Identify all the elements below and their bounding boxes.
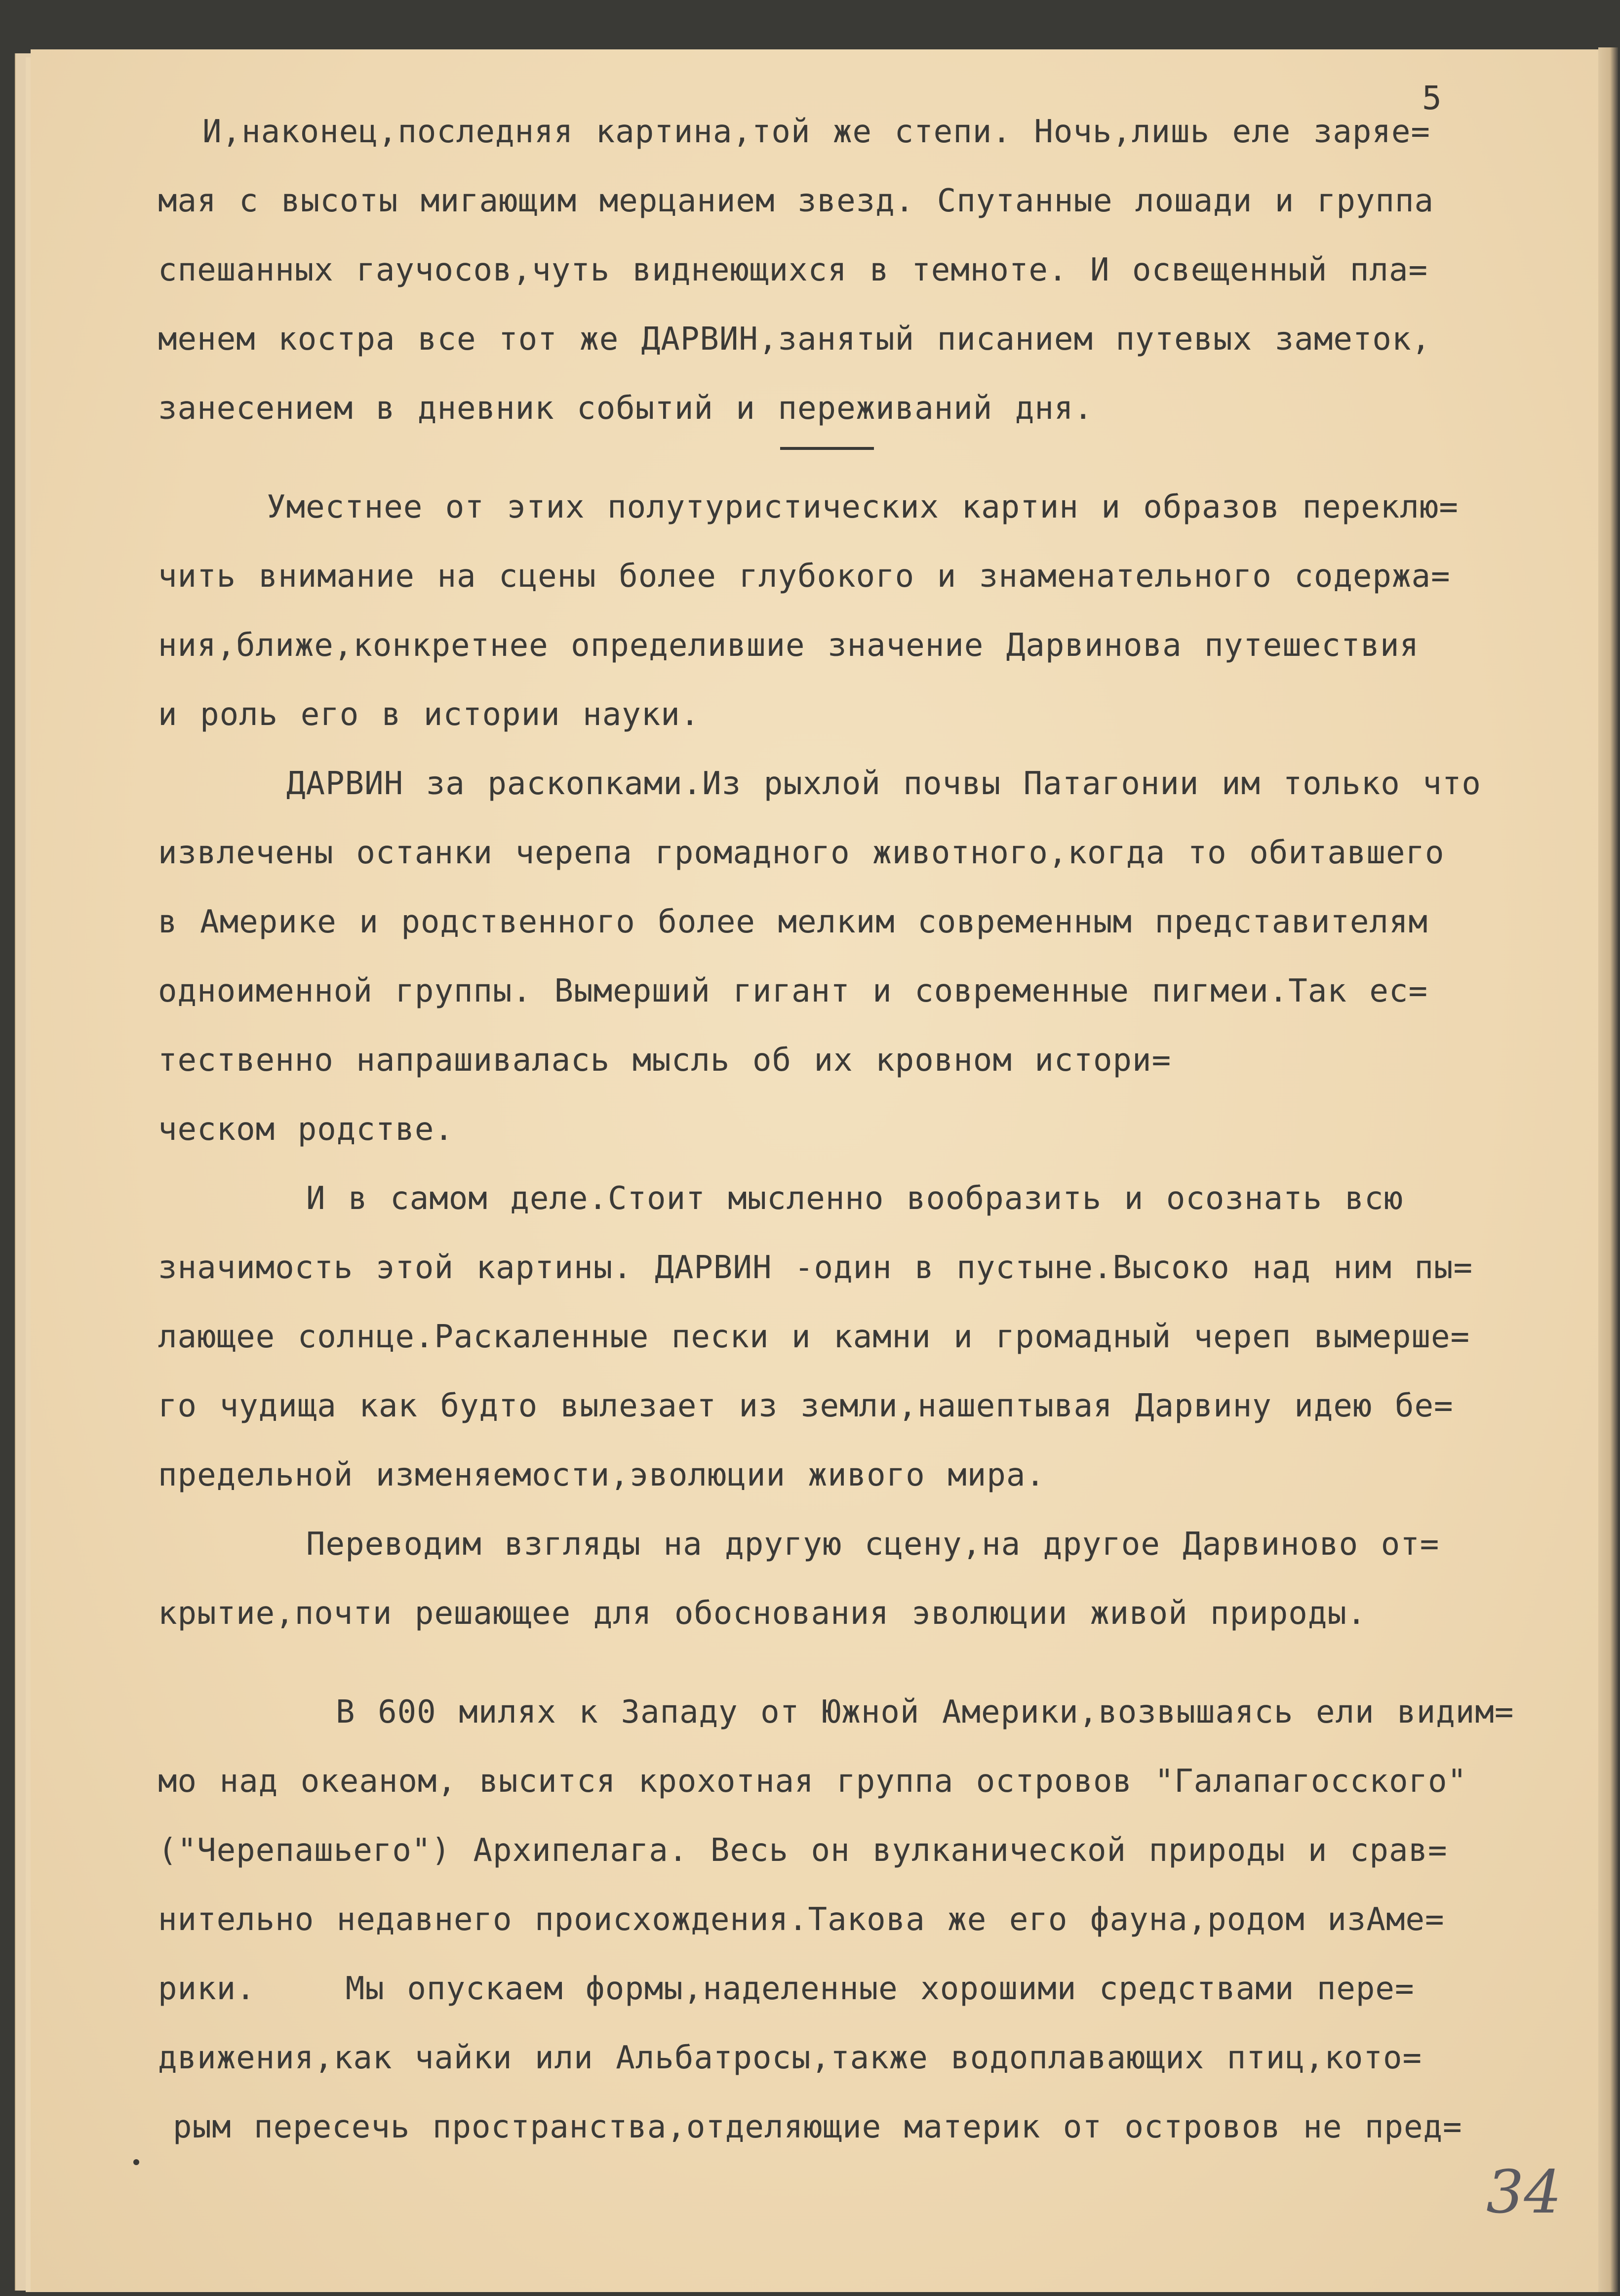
- ink-speck: [133, 2159, 139, 2165]
- text-line: го чудища как будто вылезает из земли,нашептывая Дарвину идею бе=: [158, 1388, 1454, 1424]
- text-line: рым пересечь пространства,отделяющие материк от островов не пред=: [173, 2109, 1462, 2145]
- text-line: крытие,почти решающее для обоснования эволюции живой природы.: [158, 1595, 1367, 1632]
- text-line: И,наконец,последняя картина,той же степи. Ночь,лишь еле заряе=: [202, 114, 1430, 150]
- text-line: тественно напрашивалась мысль об их кровном истори=: [158, 1042, 1172, 1079]
- text-line: ческом родстве.: [158, 1111, 454, 1148]
- text-line: занесением в дневник событий и переживаний дня.: [158, 390, 1093, 427]
- text-line: мо над океаном, высится крохотная группа островов "Галапагосского": [158, 1763, 1467, 1800]
- text-line: нительно недавнего происхождения.Такова же его фауна,родом изАме=: [158, 1901, 1445, 1938]
- text-line: мая с высоты мигающим мерцанием звезд. Спутанные лошади и группа: [158, 183, 1434, 219]
- text-line: Уместнее от этих полутуристических картин и образов переклю=: [267, 489, 1459, 525]
- text-line: одноименной группы. Вымерший гигант и современные пигмеи.Так ес=: [158, 973, 1428, 1009]
- text-line: ния,ближе,конкретнее определившие значение Дарвинова путешествия: [158, 627, 1419, 664]
- text-line: предельной изменяемости,эволюции живого мира.: [158, 1457, 1045, 1493]
- text-line: и роль его в истории науки.: [158, 696, 700, 733]
- text-line: движения,как чайки или Альбатросы,также водоплавающих птиц,кото=: [158, 2040, 1422, 2076]
- page-edge: [1598, 47, 1618, 2292]
- text-line: рики. Мы опускаем формы,наделенные хорошими средствами пере=: [158, 1971, 1415, 2007]
- text-line: спешанных гаучосов,чуть виднеющихся в темноте. И освещенный пла=: [158, 252, 1428, 288]
- text-line: в Америке и родственного более мелким современным представителям: [158, 904, 1428, 940]
- document-page: [31, 49, 1598, 2292]
- page-number: 5: [1422, 79, 1442, 117]
- text-line: ("Черепашьего") Архипелага. Весь он вулканической природы и срав=: [158, 1832, 1448, 1869]
- text-line: значимость этой картины. ДАРВИН -один в пустыне.Высоко над ним пы=: [158, 1249, 1473, 1286]
- text-line: В 600 милях к Западу от Южной Америки,возвышаясь ели видим=: [336, 1694, 1514, 1731]
- handwritten-folio-number: 34: [1486, 2158, 1562, 2227]
- text-line: чить внимание на сцены более глубокого и знаменательного содержа=: [158, 558, 1451, 595]
- section-separator: [780, 447, 874, 450]
- text-line: И в самом деле.Стоит мысленно вообразить и осознать всю: [306, 1180, 1404, 1217]
- text-line: менем костра все тот же ДАРВИН,занятый писанием путевых заметок,: [158, 321, 1431, 358]
- text-line: ДАРВИН за раскопками.Из рыхлой почвы Патагонии им только что: [286, 765, 1481, 802]
- text-line: Переводим взгляды на другую сцену,на другое Дарвиново от=: [306, 1526, 1440, 1563]
- text-line: извлечены останки черепа громадного животного,когда то обитавшего: [158, 835, 1445, 871]
- text-line: лающее солнце.Раскаленные пески и камни и громадный череп вымерше=: [158, 1319, 1470, 1355]
